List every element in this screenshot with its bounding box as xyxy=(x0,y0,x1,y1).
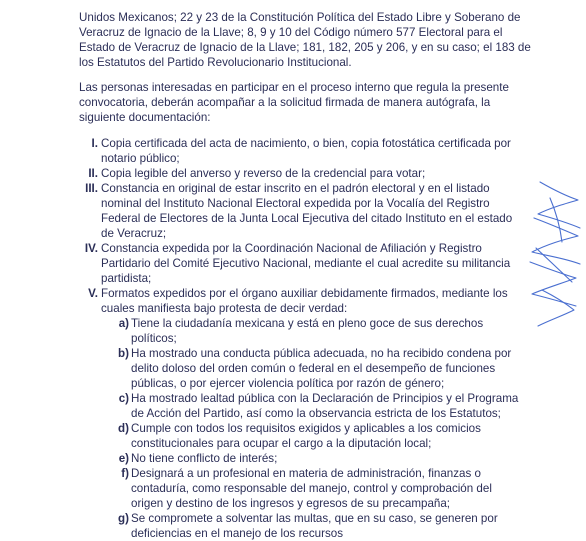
text-line: Constancia expedida por la Coordinación Nacional de Afiliación y Registro xyxy=(101,242,482,255)
text-line: contaduría, como responsable del manejo, control y comprobación del xyxy=(131,482,492,495)
sub-item xyxy=(101,346,519,391)
text-line: nominal del Instituto Nacional Electoral expedida por la Vocalía del Registro xyxy=(101,197,490,210)
text-line: cuales manifiesta bajo protesta de decir verdad: xyxy=(101,302,348,315)
item-number: IV. xyxy=(84,242,98,255)
legal-basis-paragraph xyxy=(79,10,531,70)
sub-item xyxy=(101,316,519,346)
text-line: siguiente documentación: xyxy=(79,111,211,124)
text-line: deficiencias en el manejo de los recursos xyxy=(131,527,344,540)
sub-item-letter: a) xyxy=(118,317,129,330)
text-line: de Veracruz; xyxy=(101,227,167,240)
text-line: Las personas interesadas en participar en el proceso interno que regula la presente xyxy=(79,81,509,94)
sub-item-letter: f) xyxy=(121,467,129,480)
text-line: Ha mostrado una conducta pública adecuada, no ha recibido condena por xyxy=(131,347,512,360)
text-line: notario público; xyxy=(101,152,180,165)
handwritten-signature xyxy=(520,178,586,338)
sub-item-letter: b) xyxy=(118,347,129,360)
sub-item-letter: d) xyxy=(118,422,129,435)
text-line: Constancia en original de estar inscrito en el padrón electoral y en el listado xyxy=(101,182,490,195)
text-line: Designará a un profesional en materia de administración, finanzas o xyxy=(131,467,481,480)
text-line: de Acción del Partido, así como la observancia estricta de los Estatutos; xyxy=(131,407,501,420)
text-line: Copia legible del anverso y reverso de la credencial para votar; xyxy=(101,167,426,180)
text-line: constitucionales para ocupar el cargo a la diputación local; xyxy=(131,437,432,450)
text-line: públicas, o por ejercer violencia política por razón de género; xyxy=(131,377,445,390)
text-line: Veracruz de Ignacio de la Llave; 8, 9 y 10 del Código número 577 Electoral para el xyxy=(79,26,503,39)
sub-item-letter: g) xyxy=(118,512,129,525)
text-line: Ha mostrado lealtad pública con la Declaración de Principios y el Programa xyxy=(131,392,519,405)
text-line: Federal de Electores de la Junta Local Ejecutiva del citado Instituto en el estado xyxy=(101,212,513,225)
requirement-item xyxy=(79,136,519,166)
requirement-item xyxy=(79,181,519,241)
sub-item xyxy=(101,511,519,541)
sub-item xyxy=(101,451,519,466)
text-line: Se compromete a solventar las multas, que en su caso, se generen por xyxy=(131,512,498,525)
item-number: V. xyxy=(88,287,98,300)
text-line: Partidario del Comité Ejecutivo Nacional, mediante el cual acredite su militancia xyxy=(101,257,511,270)
requirements-intro-paragraph xyxy=(79,80,515,125)
text-line: Cumple con todos los requisitos exigidos y aplicables a los comicios xyxy=(131,422,481,435)
sub-item xyxy=(101,391,519,421)
text-line: políticos; xyxy=(131,332,177,345)
requirements-list xyxy=(79,136,519,541)
requirement-item xyxy=(79,166,519,181)
item-number: II. xyxy=(88,167,98,180)
item-number: I. xyxy=(91,137,98,150)
sub-item-letter: e) xyxy=(118,452,129,465)
requirement-item xyxy=(79,286,519,541)
sub-item-letter: c) xyxy=(118,392,129,405)
text-line: Tiene la ciudadanía mexicana y está en pleno goce de sus derechos xyxy=(131,317,484,330)
text-line: origen y destino de los ingresos y egresos de su precampaña; xyxy=(131,497,451,510)
text-line: Estado de Veracruz de Ignacio de la Llave; 181, 182, 205 y 206, y en su caso; el 183 de xyxy=(79,41,531,54)
text-line: Copia certificada del acta de nacimiento, o bien, copia fotostática certificada por xyxy=(101,137,511,150)
text-line: los Estatutos del Partido Revolucionario Institucional. xyxy=(79,56,352,69)
text-line: partidista; xyxy=(101,272,152,285)
requirement-item xyxy=(79,241,519,286)
text-line: No tiene conflicto de interés; xyxy=(131,452,278,465)
text-line: convocatoria, deberán acompañar a la solicitud firmada de manera autógrafa, la xyxy=(79,96,491,109)
sub-item xyxy=(101,421,519,451)
text-line: delito doloso del orden común o federal en el desempeño de funciones xyxy=(131,362,496,375)
text-line: Formatos expedidos por el órgano auxiliar debidamente firmados, mediante los xyxy=(101,287,508,300)
text-line: Unidos Mexicanos; 22 y 23 de la Constitución Política del Estado Libre y Soberano de xyxy=(79,11,521,24)
item-number: III. xyxy=(85,182,98,195)
sub-item xyxy=(101,466,519,511)
